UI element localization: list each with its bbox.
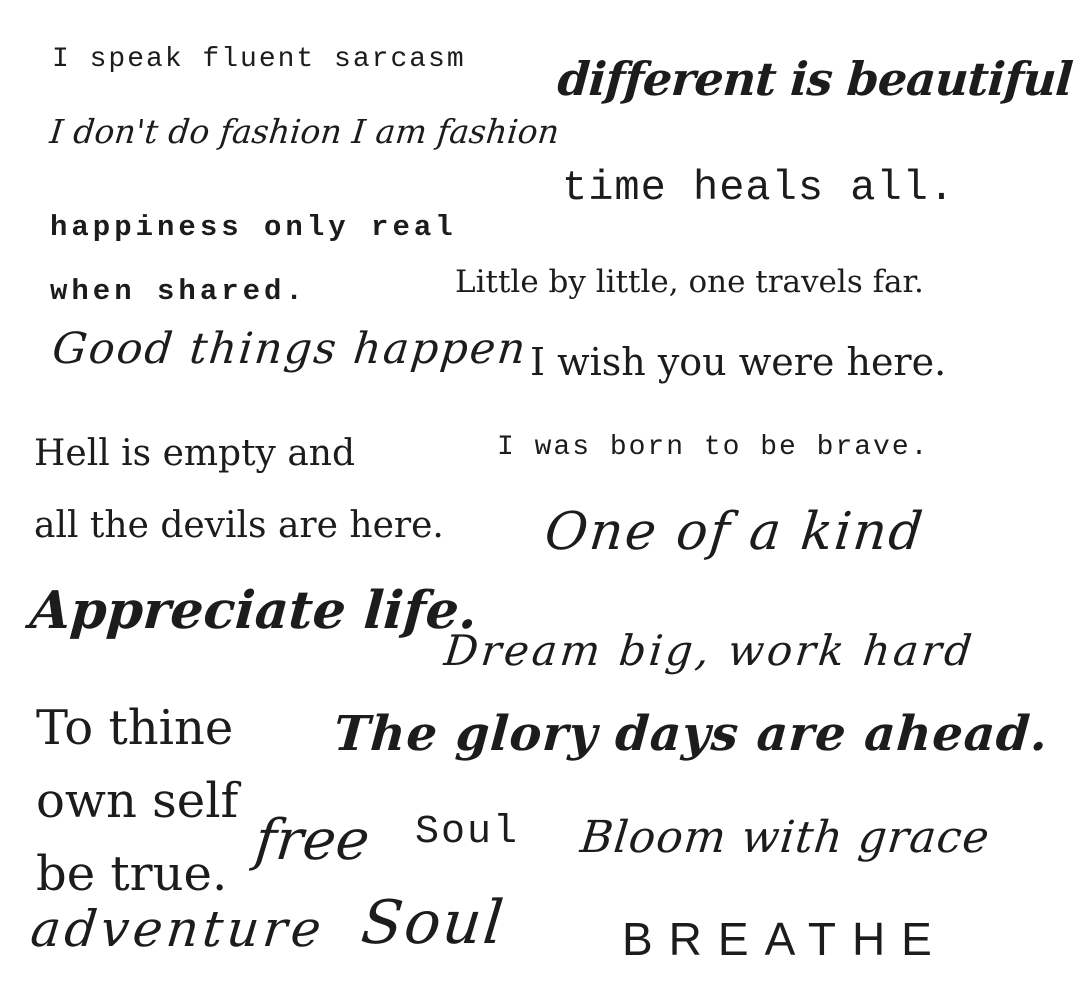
quote-bloom-with-grace: Bloom with grace <box>578 812 993 863</box>
quote-line: be true. <box>36 846 228 902</box>
quote-line: own self <box>36 773 239 829</box>
quote-i-dont-do-fashion: I don't do fashion I am fashion <box>48 112 562 151</box>
quote-appreciate-life: Appreciate life. <box>28 580 480 641</box>
quote-i-wish-you-were-here: I wish you were here. <box>530 340 947 384</box>
quote-free: free <box>252 808 373 873</box>
quote-i-speak-fluent-sarcasm: I speak fluent sarcasm <box>52 44 466 75</box>
quote-line: when shared. <box>50 275 307 308</box>
quote-good-things-happen: Good things happen <box>50 324 530 374</box>
quote-line: happiness only real <box>50 211 457 244</box>
quote-one-of-a-kind: One of a kind <box>542 502 928 562</box>
quote-adventure: adventure <box>28 900 328 958</box>
quote-line: To thine <box>36 700 234 756</box>
quote-soul-script: Soul <box>358 888 509 958</box>
quote-glory-days-ahead: The glory days are ahead. <box>332 706 1051 762</box>
quote-line: all the devils are here. <box>34 505 444 546</box>
quote-breathe: BREATHE <box>622 913 948 965</box>
quote-hell-is-empty <box>34 418 444 562</box>
quote-dream-big-work-hard: Dream big, work hard <box>442 626 978 675</box>
quote-born-to-be-brave: I was born to be brave. <box>497 432 930 463</box>
quote-soul-typewriter: Soul <box>415 810 520 855</box>
quote-time-heals-all: time heals all. <box>562 164 956 212</box>
quote-happiness-only-real <box>50 196 457 324</box>
quote-line: Hell is empty and <box>34 433 356 474</box>
quote-to-thine-own-self <box>36 692 238 911</box>
quote-little-by-little: Little by little, one travels far. <box>455 264 924 300</box>
quote-different-is-beautiful: different is beautiful <box>556 52 1074 106</box>
